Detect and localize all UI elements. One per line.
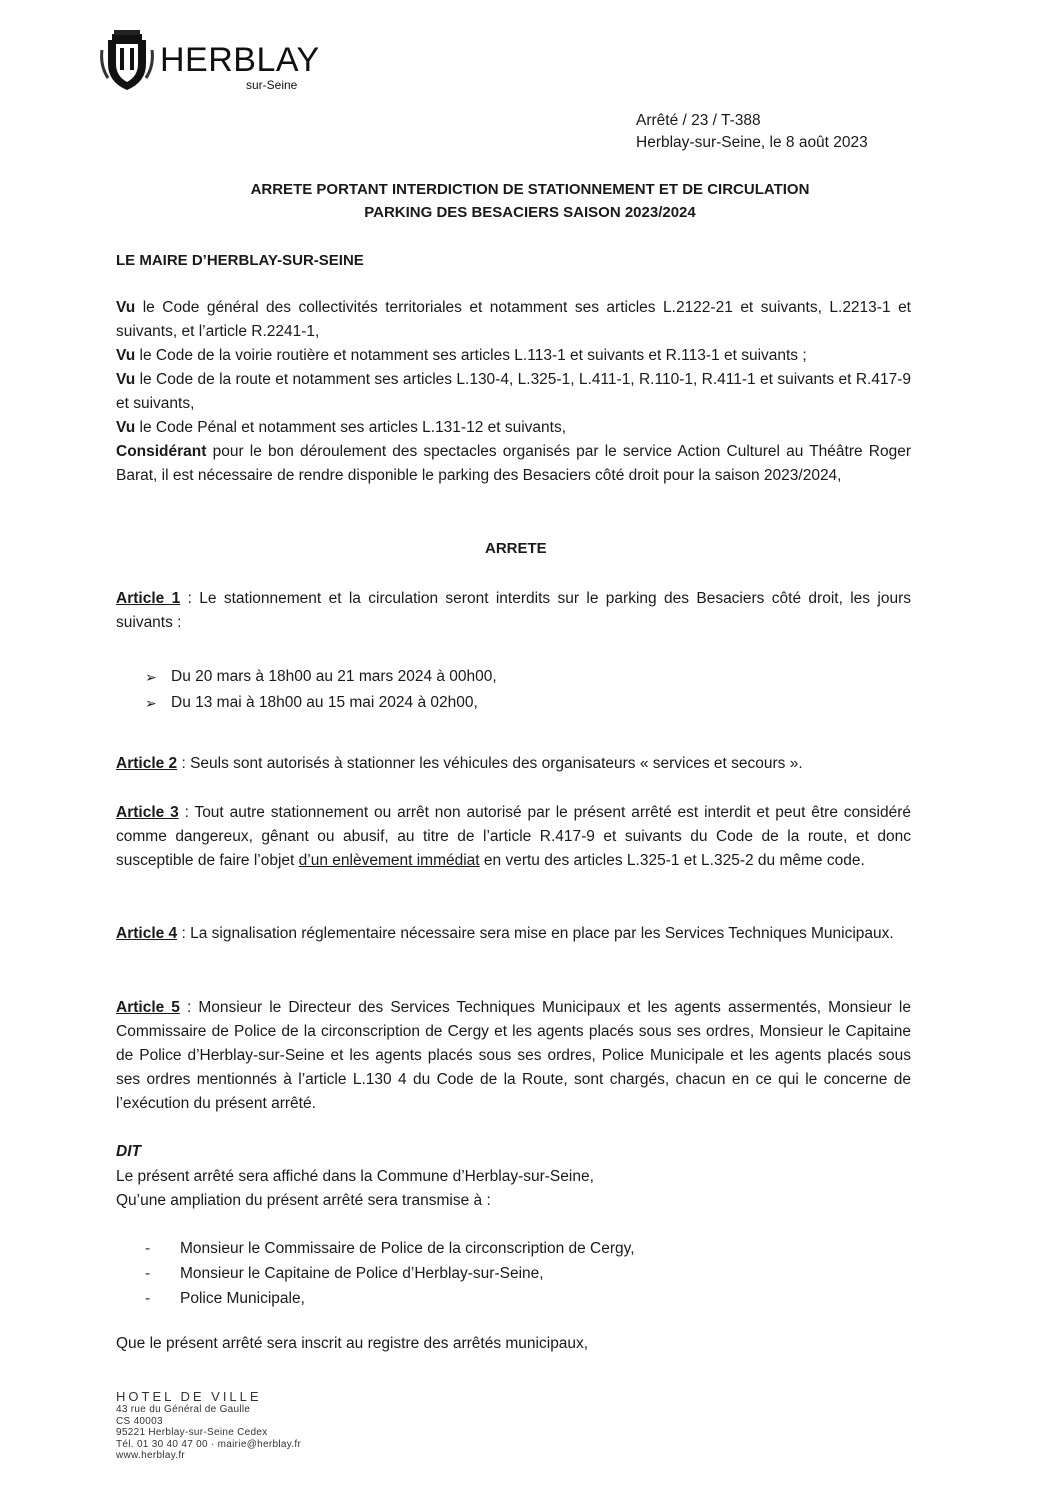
dash-bullet-icon: - bbox=[145, 1240, 151, 1257]
footer-city: 95221 Herblay-sur-Seine Cedex bbox=[116, 1427, 268, 1438]
footer-website: www.herblay.fr bbox=[116, 1450, 186, 1461]
article-2-label: Article 2 bbox=[116, 755, 178, 772]
dash-bullet-icon: - bbox=[145, 1290, 151, 1307]
document-title bbox=[150, 178, 910, 224]
article-1-dates-list bbox=[145, 664, 497, 716]
issuer-heading: LE MAIRE D’HERBLAY-SUR-SEINE bbox=[116, 252, 364, 269]
list-item: - Monsieur le Capitaine de Police d’Herblay-sur-Seine, bbox=[145, 1261, 635, 1286]
visa-line: Considérant pour le bon déroulement des spectacles organisés par le service Action Culturel au Théâtre Roger Barat, il est nécessaire de rendre disponible le parking des Besaciers côté droit pour la saison 2023/2024, bbox=[116, 443, 911, 484]
list-item: - Monsieur le Commissaire de Police de la circonscription de Cergy, bbox=[145, 1236, 635, 1261]
article-1-label: Article 1 bbox=[116, 590, 181, 607]
article-5 bbox=[116, 996, 911, 1116]
list-item: ➢ Du 13 mai à 18h00 au 15 mai 2024 à 02h00, bbox=[145, 690, 497, 716]
article-2-text: : Seuls sont autorisés à stationner les véhicules des organisateurs « services et secours ». bbox=[177, 755, 803, 772]
registre-line: Que le présent arrêté sera inscrit au registre des arrêtés municipaux, bbox=[116, 1335, 589, 1352]
footer-contact: Tél. 01 30 40 47 00 · mairie@herblay.fr bbox=[116, 1438, 302, 1450]
article-4-text: : La signalisation réglementaire nécessaire sera mise en place par les Services Techniques Municipaux. bbox=[177, 925, 894, 942]
dit-heading: DIT bbox=[116, 1143, 141, 1160]
footer-title: HOTEL DE VILLE bbox=[116, 1389, 262, 1404]
visa-line: Vu le Code général des collectivités territoriales et notamment ses articles L.2122-21 et suivants, L.2213-1 et suivants, et l’article R.2241-1, bbox=[116, 299, 911, 340]
logo-name: HERBLAY bbox=[160, 41, 320, 79]
list-item: ➢ Du 20 mars à 18h00 au 21 mars 2024 à 00h00, bbox=[145, 664, 497, 690]
title-line-2: PARKING DES BESACIERS SAISON 2023/2024 bbox=[364, 204, 696, 221]
list-item: - Police Municipale, bbox=[145, 1286, 635, 1311]
arrow-bullet-icon: ➢ bbox=[145, 695, 157, 711]
underlined-phrase: d’un enlèvement immédiat bbox=[298, 852, 480, 869]
article-3-label: Article 3 bbox=[116, 804, 179, 821]
article-4 bbox=[116, 922, 911, 946]
arrete-heading: ARRETE bbox=[485, 540, 547, 557]
herblay-logo bbox=[98, 30, 328, 100]
article-1-text: : Le stationnement et la circulation seront interdits sur le parking des Besaciers côté droit, les jours suivants : bbox=[116, 590, 912, 631]
footer-street: 43 rue du Général de Gaulle bbox=[116, 1404, 251, 1415]
visas-section bbox=[116, 296, 911, 488]
reference-number: Arrêté / 23 / T-388 bbox=[636, 112, 761, 129]
article-5-label: Article 5 bbox=[116, 999, 180, 1016]
visa-line: Vu le Code Pénal et notamment ses articles L.131-12 et suivants, bbox=[116, 419, 567, 436]
logo-subtitle: sur-Seine bbox=[246, 78, 298, 92]
reference-block bbox=[636, 110, 868, 154]
visa-line: Vu le Code de la voirie routière et notamment ses articles L.113-1 et suivants et R.113-1 et suivants ; bbox=[116, 347, 807, 364]
arrow-bullet-icon: ➢ bbox=[145, 669, 157, 685]
visa-line: Vu le Code de la route et notamment ses articles L.130-4, L.325-1, L.411-1, R.110-1, R.411-1 et suivants et R.417-9 et suivants, bbox=[116, 371, 911, 412]
dash-bullet-icon: - bbox=[145, 1265, 151, 1282]
article-2 bbox=[116, 752, 911, 776]
article-4-label: Article 4 bbox=[116, 925, 178, 942]
article-5-text: : Monsieur le Directeur des Services Techniques Municipaux et les agents assermentés, Monsieur le Commissaire de Police de la circonscription de Cergy et les agents placés sous ses ordres, Monsieur le Capitaine de Police d’Herblay-sur-Seine et les agents placés sous ses ordres, Police Municipale et les agents placés sous ses ordres mentionnés à l’article L.130 4 du Code de la Route, sont chargés, chacun en ce qui le concerne de l’exécution du présent arrêté. bbox=[116, 999, 911, 1112]
footer-cs: CS 40003 bbox=[116, 1415, 163, 1427]
recipients-list bbox=[145, 1236, 635, 1311]
dit-text: Le présent arrêté sera affiché dans la Commune d’Herblay-sur-Seine, Qu’une ampliation du présent arrêté sera transmise à : bbox=[116, 1168, 594, 1209]
place-date: Herblay-sur-Seine, le 8 août 2023 bbox=[636, 134, 868, 151]
city-crest-icon bbox=[98, 30, 156, 94]
article-3: Article 3 : Tout autre stationnement ou arrêt non autorisé par le présent arrêté est interdit et peut être considéré comme dangereux, gênant ou abusif, au titre de l’article R.417-9 et suivants du Code de la route, et donc susceptible de faire l’objet d’un enlèvement immédiat en vertu des articles L.325-1 et L.325-2 du même code. bbox=[116, 804, 911, 869]
title-line-1: ARRETE PORTANT INTERDICTION DE STATIONNEMENT ET DE CIRCULATION bbox=[250, 181, 810, 198]
footer-address bbox=[116, 1390, 301, 1462]
article-1 bbox=[116, 587, 911, 635]
